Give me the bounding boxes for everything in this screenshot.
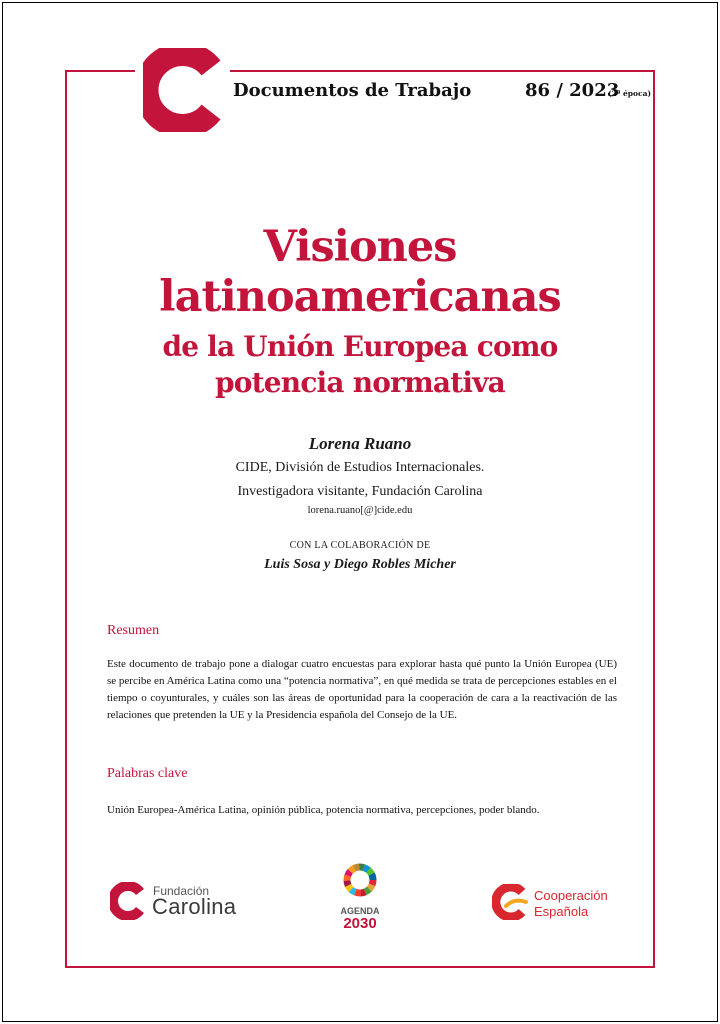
c-logo-icon bbox=[143, 48, 223, 132]
carolina-small-text: Fundación bbox=[153, 884, 210, 898]
cooperacion-espanola-logo bbox=[492, 880, 622, 924]
brand-logo bbox=[135, 40, 230, 140]
cooperacion-c-icon bbox=[492, 884, 530, 920]
series-title: Documentos de Trabajo bbox=[233, 80, 472, 101]
cover-frame bbox=[65, 70, 655, 968]
keywords-text: Unión Europea-América Latina, opinión pública, potencia normativa, percepciones, poder blando. bbox=[107, 804, 540, 816]
cooperacion-line-2: Española bbox=[534, 904, 589, 919]
agenda-word: AGENDA bbox=[340, 906, 380, 916]
author-email: lorena.ruano[@]cide.edu bbox=[307, 505, 413, 516]
title-line-3: de la Unión Europea como bbox=[162, 330, 558, 363]
abstract-text: Este documento de trabajo pone a dialogar cuatro encuestas para explorar hasta qué punto la Unión Europea (UE) se percibe en América Latina como una “potencia normativa”, en qué medida se trata de percepciones estables en el tiempo o coyunturales, y cuáles son las áreas de oportunidad para la cooperación de cara a la reactivación de las relaciones que pretenden la UE y la Presidencia española del Consejo de la UE. bbox=[107, 658, 617, 721]
sdg-wheel-icon bbox=[342, 862, 378, 898]
agenda-2030-logo bbox=[325, 862, 395, 932]
fundacion-carolina-logo bbox=[110, 880, 250, 924]
carolina-big-text: Carolina bbox=[152, 894, 237, 919]
abstract-heading: Resumen bbox=[107, 623, 160, 638]
author-affiliation-2: Investigadora visitante, Fundación Carolina bbox=[237, 484, 483, 499]
title-line-2: latinoamericanas bbox=[159, 272, 561, 322]
agenda-year: 2030 bbox=[343, 915, 377, 932]
issue-number: 86 / 2023 bbox=[525, 80, 620, 101]
cooperacion-line-1: Cooperación bbox=[534, 888, 608, 903]
title-line-4: potencia normativa bbox=[214, 366, 506, 399]
issue-epoch: (2ª época) bbox=[608, 89, 652, 98]
collaboration-names: Luis Sosa y Diego Robles Micher bbox=[264, 557, 456, 572]
carolina-c-icon bbox=[110, 882, 146, 920]
author-name: Lorena Ruano bbox=[308, 434, 412, 453]
collaboration-label: CON LA COLABORACIÓN DE bbox=[289, 540, 431, 551]
title-line-1: Visiones bbox=[263, 222, 457, 272]
author-affiliation-1: CIDE, División de Estudios Internacionales. bbox=[235, 460, 485, 475]
keywords-heading: Palabras clave bbox=[107, 766, 188, 781]
